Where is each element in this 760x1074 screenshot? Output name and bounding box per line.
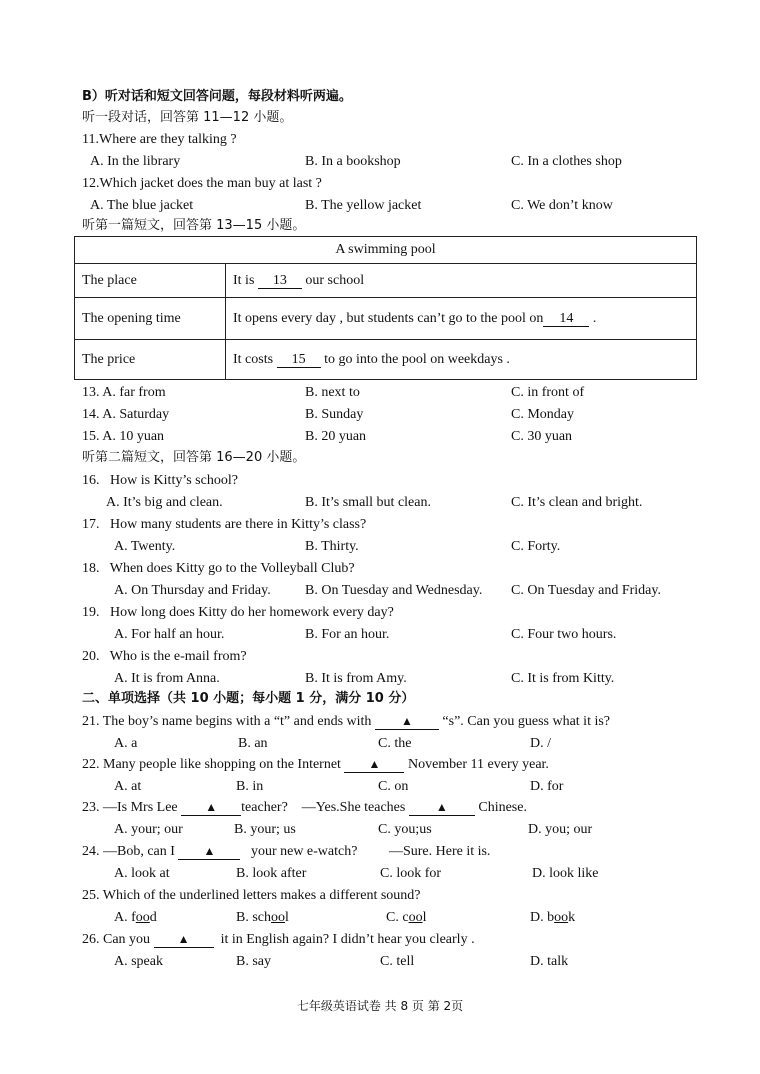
q16-option-b[interactable]: B. It’s small but clean. — [305, 495, 431, 510]
q25-option-c[interactable]: C. cool — [386, 910, 427, 925]
q26-option-b[interactable]: B. say — [236, 954, 271, 969]
q24-option-a[interactable]: A. look at — [114, 866, 170, 881]
q25-option-d[interactable]: D. book — [530, 910, 576, 925]
q25-option-b[interactable]: B. school — [236, 910, 289, 925]
q26-option-a[interactable]: A. speak — [114, 954, 163, 969]
passage2-intro: 听第二篇短文，回答第 16—20 小题。 — [82, 450, 306, 465]
row-label: The place — [75, 264, 226, 298]
q15-option-b[interactable]: B. 20 yuan — [305, 429, 367, 444]
q24-option-d[interactable]: D. look like — [532, 866, 599, 881]
question-11: 11.Where are they talking ? — [82, 132, 237, 147]
question-12: 12.Which jacket does the man buy at last ? — [82, 176, 322, 191]
q17-option-a[interactable]: A. Twenty. — [114, 539, 176, 554]
q22-option-a[interactable]: A. at — [114, 779, 142, 794]
blank-15: 15 — [277, 352, 321, 368]
question-25: 25. Which of the underlined letters makes a different sound? — [82, 888, 421, 903]
row-label: The price — [75, 340, 226, 380]
q19-option-b[interactable]: B. For an hour. — [305, 627, 390, 642]
row-value: It is 13 our school — [226, 264, 697, 298]
q20-option-c[interactable]: C. It is from Kitty. — [511, 671, 615, 686]
q26-option-d[interactable]: D. talk — [530, 954, 569, 969]
q22-option-d[interactable]: D. for — [530, 779, 564, 794]
answer-blank[interactable]: ▲ — [178, 844, 240, 860]
q16-option-a[interactable]: A. It’s big and clean. — [106, 495, 223, 510]
q14-option-c[interactable]: C. Monday — [511, 407, 574, 422]
q22-option-b[interactable]: B. in — [236, 779, 264, 794]
q21-option-d[interactable]: D. / — [530, 736, 551, 751]
question-18: 18. When does Kitty go to the Volleyball Club? — [82, 561, 355, 576]
q13-option-b[interactable]: B. next to — [305, 385, 360, 400]
q12-option-a[interactable]: A. The blue jacket — [90, 198, 194, 213]
q23-option-c[interactable]: C. you;us — [378, 822, 432, 837]
answer-blank[interactable]: ▲ — [344, 757, 404, 773]
question-23: 23. —Is Mrs Lee ▲ teacher? —Yes.She teaches ▲ Chinese. — [82, 800, 527, 815]
question-24: 24. —Bob, can I ▲ your new e-watch? —Sure. Here it is. — [82, 844, 491, 859]
question-14: 14. A. Saturday — [82, 407, 170, 422]
q17-option-c[interactable]: C. Forty. — [511, 539, 561, 554]
question-22: 22. Many people like shopping on the Internet ▲ November 11 every year. — [82, 757, 549, 772]
question-16: 16. How is Kitty’s school? — [82, 473, 238, 488]
q18-option-c[interactable]: C. On Tuesday and Friday. — [511, 583, 661, 598]
q11-option-a[interactable]: A. In the library — [90, 154, 181, 169]
table-row — [75, 264, 697, 298]
q11-option-c[interactable]: C. In a clothes shop — [511, 154, 622, 169]
row-value: It costs 15 to go into the pool on weekdays . — [226, 340, 697, 380]
section-2-heading: 二、单项选择（共 10 小题；每小题 1 分，满分 10 分） — [82, 691, 415, 706]
q21-option-b[interactable]: B. an — [238, 736, 268, 751]
q12-option-b[interactable]: B. The yellow jacket — [305, 198, 422, 213]
q17-option-b[interactable]: B. Thirty. — [305, 539, 359, 554]
swimming-pool-table — [74, 236, 697, 380]
passage1-intro: 听第一篇短文，回答第 13—15 小题。 — [82, 218, 306, 233]
table-row — [75, 340, 697, 380]
q24-option-b[interactable]: B. look after — [236, 866, 307, 881]
q16-option-c[interactable]: C. It’s clean and bright. — [511, 495, 643, 510]
question-21: 21. The boy’s name begins with a “t” and ends with ▲ “s”. Can you guess what it is? — [82, 714, 611, 729]
q24-option-c[interactable]: C. look for — [380, 866, 442, 881]
q22-option-c[interactable]: C. on — [378, 779, 409, 794]
q18-option-b[interactable]: B. On Tuesday and Wednesday. — [305, 583, 483, 598]
q23-option-b[interactable]: B. your; us — [234, 822, 296, 837]
q26-option-c[interactable]: C. tell — [380, 954, 415, 969]
q21-option-c[interactable]: C. the — [378, 736, 412, 751]
q13-option-c[interactable]: C. in front of — [511, 385, 585, 400]
question-20: 20. Who is the e-mail from? — [82, 649, 247, 664]
blank-13: 13 — [258, 273, 302, 289]
question-15: 15. A. 10 yuan — [82, 429, 165, 444]
q20-option-a[interactable]: A. It is from Anna. — [114, 671, 220, 686]
section-b-heading: B）听对话和短文回答问题，每段材料听两遍。 — [82, 89, 352, 104]
q19-option-a[interactable]: A. For half an hour. — [114, 627, 225, 642]
question-17: 17. How many students are there in Kitty’s class? — [82, 517, 367, 532]
table-row — [75, 298, 697, 340]
q21-option-a[interactable]: A. a — [114, 736, 138, 751]
q25-option-a[interactable]: A. food — [114, 910, 157, 925]
answer-blank[interactable]: ▲ — [409, 800, 475, 816]
table-title: A swimming pool — [75, 237, 697, 264]
question-26: 26. Can you ▲ it in English again? I didn’t hear you clearly . — [82, 932, 475, 947]
q18-option-a[interactable]: A. On Thursday and Friday. — [114, 583, 271, 598]
q20-option-b[interactable]: B. It is from Amy. — [305, 671, 407, 686]
question-13: 13. A. far from — [82, 385, 166, 400]
q23-option-a[interactable]: A. your; our — [114, 822, 183, 837]
page-footer: 七年级英语试卷 共 8 页 第 2页 — [296, 999, 464, 1013]
answer-blank[interactable]: ▲ — [154, 932, 214, 948]
q15-option-c[interactable]: C. 30 yuan — [511, 429, 573, 444]
question-19: 19. How long does Kitty do her homework every day? — [82, 605, 394, 620]
dialogue-intro: 听一段对话，回答第 11—12 小题。 — [82, 110, 293, 125]
q19-option-c[interactable]: C. Four two hours. — [511, 627, 617, 642]
row-value: It opens every day , but students can’t go to the pool on 14 . — [226, 298, 697, 340]
q14-option-b[interactable]: B. Sunday — [305, 407, 364, 422]
q23-option-d[interactable]: D. you; our — [528, 822, 593, 837]
q12-option-c[interactable]: C. We don’t know — [511, 198, 613, 213]
answer-blank[interactable]: ▲ — [181, 800, 241, 816]
blank-14: 14 — [543, 311, 589, 327]
q11-option-b[interactable]: B. In a bookshop — [305, 154, 401, 169]
answer-blank[interactable]: ▲ — [375, 714, 439, 730]
row-label: The opening time — [75, 298, 226, 340]
